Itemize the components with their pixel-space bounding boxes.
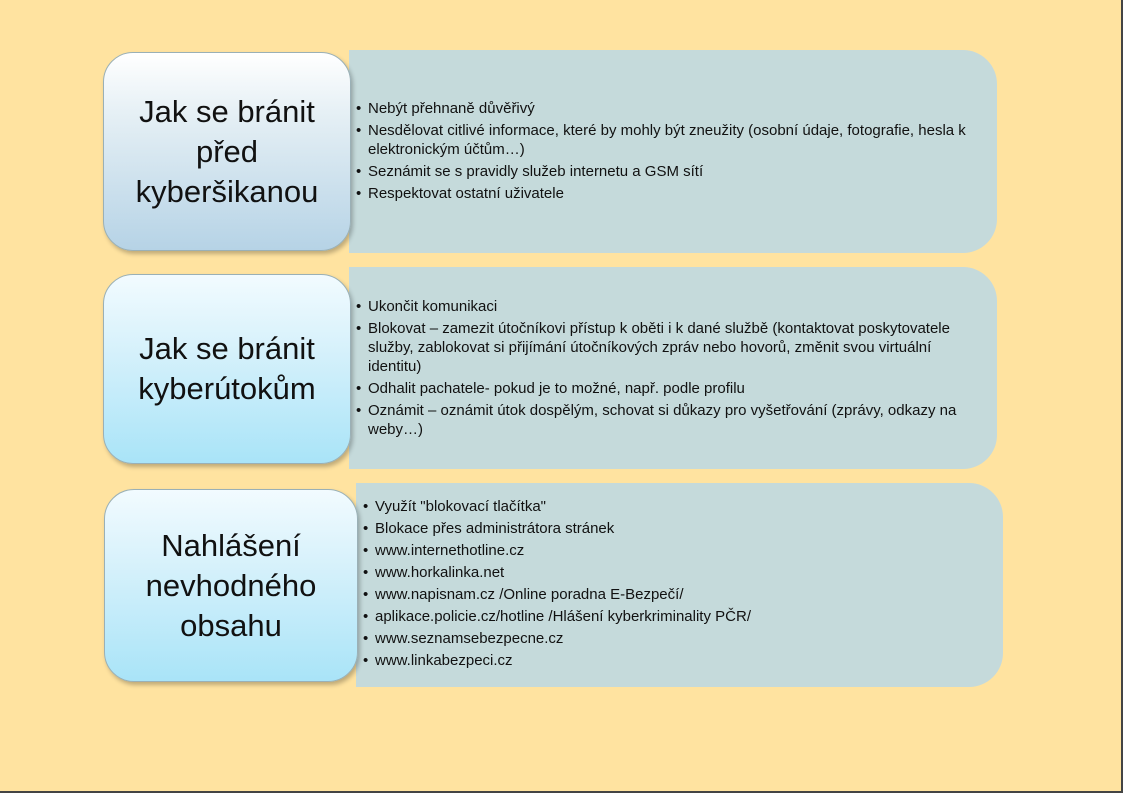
bullet-icon: • [363, 542, 369, 559]
list-item: • www.seznamsebezpecne.cz [363, 630, 564, 647]
section-3-panel [356, 483, 1003, 687]
bullet-icon: • [363, 652, 369, 669]
list-item: • Nesdělovat citlivé informace, které by mohly být zneužity (osobní údaje, fotografie, hesla k elektronickým účtům…) [356, 122, 966, 158]
bullet-icon: • [356, 320, 362, 337]
bullet-icon: • [356, 298, 362, 315]
list-item: • Blokovat – zamezit útočníkovi přístup k oběti i k dané službě (kontaktovat poskytovatele služby, zablokovat si přijímání útočníkových zpráv nebo hovorů, změnit svou virtuální identitu) [356, 320, 950, 375]
section-2-title-box [103, 274, 351, 464]
section-1-list [356, 99, 976, 206]
section-3-title-box [104, 489, 358, 682]
list-item: • Využít "blokovací tlačítka" [363, 498, 546, 515]
section-2-list [356, 297, 988, 442]
section-2-panel [349, 267, 997, 469]
list-item: • Nebýt přehnaně důvěřivý [356, 100, 535, 117]
bullet-icon: • [363, 630, 369, 647]
list-item: • www.internethotline.cz [363, 542, 525, 559]
bullet-icon: • [356, 185, 362, 202]
list-item: • Oznámit – oznámit útok dospělým, schovat si důkazy pro vyšetřování (zprávy, odkazy na weby…) [356, 402, 957, 438]
list-item: • Seznámit se s pravidly služeb internetu a GSM sítí [356, 163, 704, 180]
section-1-panel [349, 50, 997, 253]
list-item: • Respektovat ostatní uživatele [356, 185, 564, 202]
bullet-icon: • [363, 586, 369, 603]
section-3-title: Nahlášení nevhodného obsahu [145, 527, 317, 643]
list-item: • www.napisnam.cz /Online poradna E-Bezpečí/ [363, 586, 684, 603]
list-item: • www.horkalinka.net [363, 564, 505, 581]
list-item: • www.linkabezpeci.cz [363, 652, 513, 669]
section-3-list [363, 497, 983, 673]
bullet-icon: • [363, 520, 369, 537]
list-item: • Odhalit pachatele- pokud je to možné, např. podle profilu [356, 380, 745, 397]
list-item: • Ukončit komunikaci [356, 298, 498, 315]
bullet-icon: • [356, 100, 362, 117]
bullet-icon: • [356, 380, 362, 397]
bullet-icon: • [363, 608, 369, 625]
list-item: • aplikace.policie.cz/hotline /Hlášení kyberkriminality PČR/ [363, 608, 751, 625]
bullet-icon: • [356, 163, 362, 180]
section-2-title: Jak se bránit kyberútokům [138, 331, 316, 406]
bullet-icon: • [363, 564, 369, 581]
list-item: • Blokace přes administrátora stránek [363, 520, 615, 537]
section-1-title: Jak se bránit před kyberšikanou [135, 93, 319, 209]
section-1-title-box [103, 52, 351, 251]
bullet-icon: • [356, 122, 362, 139]
bullet-icon: • [356, 402, 362, 419]
bullet-icon: • [363, 498, 369, 515]
